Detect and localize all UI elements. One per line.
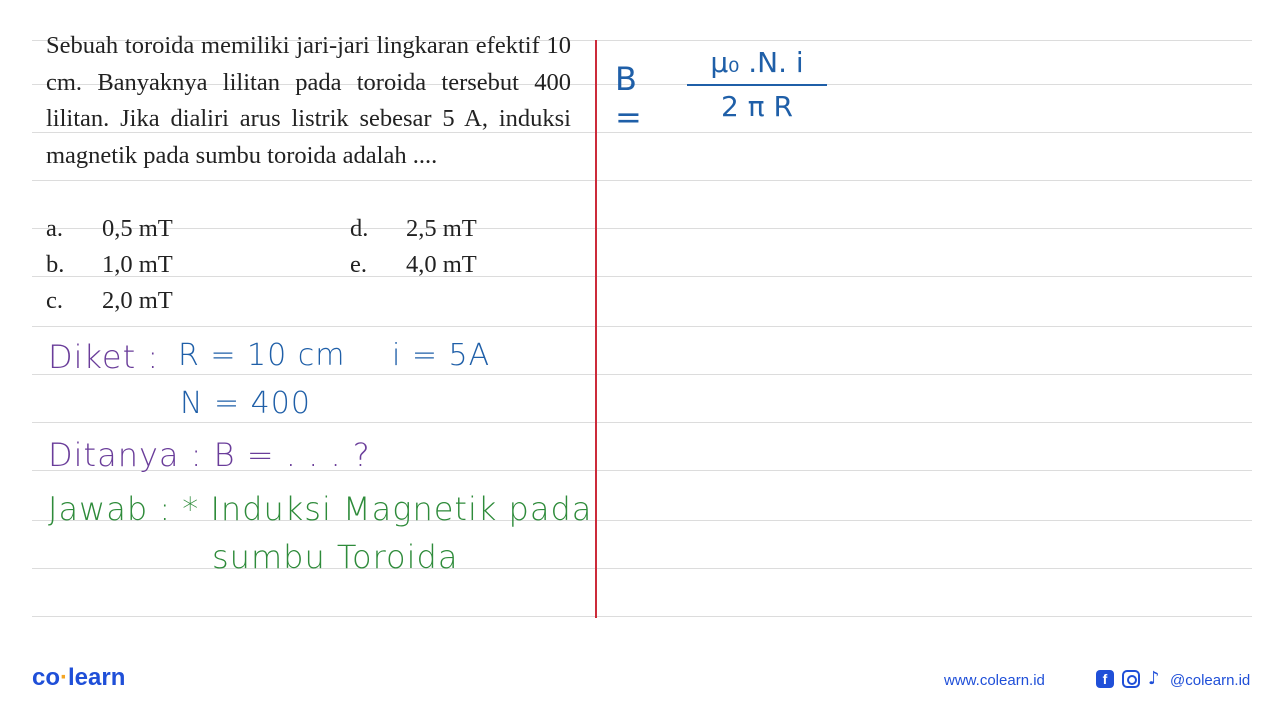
formula-denominator: 2 π R [721, 90, 793, 123]
diket-r: R = 10 cm [178, 338, 346, 373]
colearn-logo[interactable] [32, 664, 125, 692]
option-letter: a. [46, 215, 63, 242]
diket-i: i = 5A [392, 338, 491, 373]
option-b [46, 250, 173, 280]
website-link[interactable]: www.colearn.id [944, 672, 1045, 689]
logo-co: co [32, 664, 61, 691]
diket-n: N = 400 [180, 386, 311, 421]
option-value: 1,0 mT [102, 251, 173, 278]
instagram-icon[interactable] [1122, 670, 1140, 688]
logo-dot: · [60, 664, 69, 691]
social-handle[interactable]: @colearn.id [1170, 672, 1251, 689]
option-value: 2,0 mT [102, 287, 173, 314]
formula-fraction [687, 46, 827, 124]
option-value: 4,0 mT [406, 251, 477, 278]
option-letter: d. [350, 215, 369, 242]
ruled-line [32, 374, 1252, 375]
ruled-line [32, 326, 1252, 327]
option-letter: c. [46, 287, 63, 314]
question-text: Sebuah toroida memiliki jari-jari lingkaran efektif 10 cm. Banyaknya lilitan pada toroida tersebut 400 lilitan. Jika dialiri arus listrik sebesar 5 A, induksi magnetik pada sumbu toroida adalah .... [46, 32, 571, 169]
jawab-line-1: Jawab : * Induksi Magnetik pada [48, 490, 593, 528]
fraction-bar [687, 84, 827, 86]
logo-learn: learn [68, 664, 126, 691]
ruled-line [32, 616, 1252, 617]
ruled-line [32, 228, 1252, 229]
option-e [350, 250, 477, 280]
option-value: 0,5 mT [102, 215, 173, 242]
ditanya: Ditanya : B = . . . ? [48, 436, 371, 474]
formula-lhs: B = [615, 60, 642, 136]
option-letter: b. [46, 251, 65, 278]
tiktok-icon[interactable]: ♪ [1148, 668, 1160, 689]
jawab-line-2: sumbu Toroida [212, 538, 459, 576]
ruled-line [32, 180, 1252, 181]
option-letter: e. [350, 251, 367, 278]
option-a [46, 214, 173, 244]
option-d [350, 214, 477, 244]
formula-numerator: μ₀ .N. i [710, 46, 804, 79]
facebook-icon[interactable]: f [1096, 670, 1114, 688]
ruled-line [32, 276, 1252, 277]
option-c [46, 286, 173, 316]
option-value: 2,5 mT [406, 215, 477, 242]
ruled-line [32, 422, 1252, 423]
diket-label: Diket : [48, 338, 160, 376]
margin-line [595, 40, 597, 618]
